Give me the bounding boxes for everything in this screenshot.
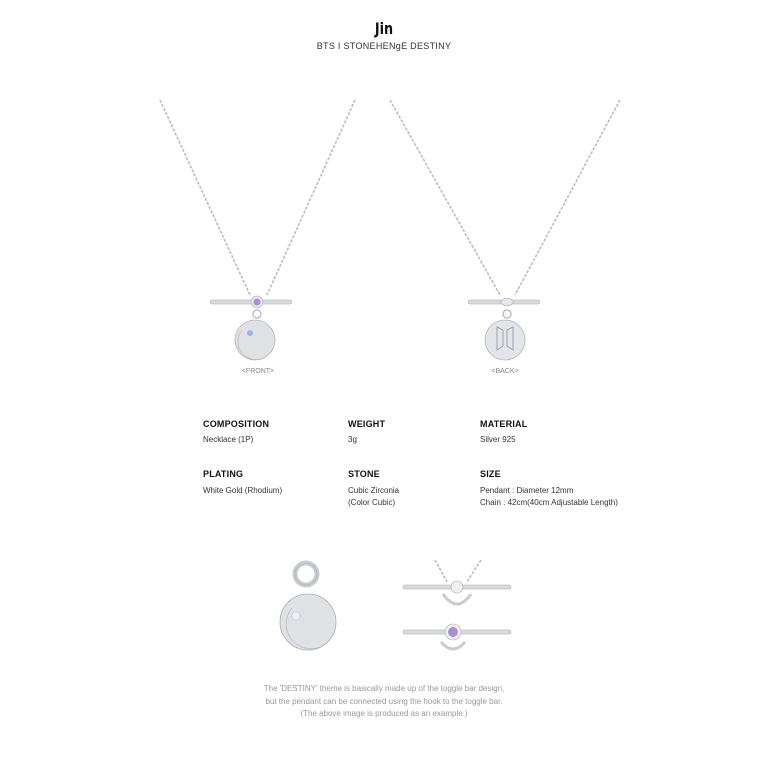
- theme-note-line2: but the pendant can be connected using the hook to the toggle bar.: [265, 696, 503, 706]
- spec-stone-value-line1: Cubic Zirconia: [348, 486, 400, 495]
- theme-note: [0, 683, 768, 721]
- theme-note-line1: The 'DESTINY' theme is basically made up of the toggle bar design,: [263, 684, 505, 693]
- spec-weight-label: WEIGHT: [348, 419, 386, 429]
- spec-weight-value: 3g: [348, 435, 357, 444]
- spec-stone-value-line2: (Color Cubic): [348, 498, 396, 507]
- spec-plating-label: PLATING: [203, 469, 244, 479]
- product-subtitle: BTS I STONEHENgE DESTINY: [316, 41, 452, 51]
- front-caption: <FRONT>: [241, 368, 275, 375]
- pendant-detail-image: [270, 560, 350, 660]
- spec-size-label: SIZE: [480, 469, 501, 479]
- spec-material-value: Silver 925: [480, 435, 516, 444]
- back-caption: <BACK>: [491, 368, 519, 375]
- spec-plating-value: White Gold (Rhodium): [203, 486, 283, 495]
- necklace-back-image: [385, 95, 625, 365]
- spec-composition-value: Necklace (1P): [203, 435, 254, 444]
- necklace-front-image: [150, 95, 370, 365]
- spec-material-label: MATERIAL: [480, 419, 528, 429]
- spec-size-value-line2: Chain : 42cm(40cm Adjustable Length): [480, 498, 618, 507]
- product-title: Jin: [374, 19, 394, 38]
- toggle-bar-detail-image: [395, 558, 515, 663]
- spec-size-value-line1: Pendant : Diameter 12mm: [480, 486, 574, 495]
- spec-composition-label: COMPOSITION: [203, 419, 270, 429]
- spec-stone-label: STONE: [348, 469, 380, 479]
- theme-note-line3: (The above image is produced as an example.): [300, 709, 468, 718]
